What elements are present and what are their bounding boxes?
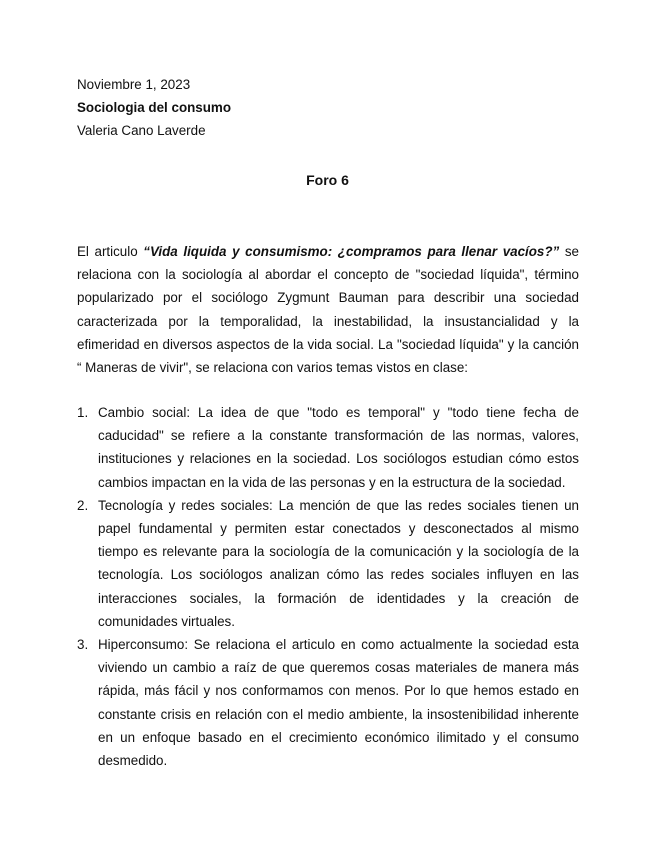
course-name: Sociologia del consumo <box>77 100 232 115</box>
list-item <box>77 633 579 772</box>
article-title: “Vida liquida y consumismo: ¿compramos para llenar vacíos?” <box>143 244 560 259</box>
topics-list <box>77 401 579 772</box>
list-item-text: Hiperconsumo: Se relaciona el articulo en como actualmente la sociedad esta viviendo un cambio a raíz de que queremos cosas materiales de manera más rápida, más fácil y nos conformamos con menos. Por lo que hemos estado en constante crisis en relación con el medio ambiente, la insostenibilidad inherente en un enfoque basado en el crecimiento económico ilimitado y el consumo desmedido. <box>98 637 579 769</box>
list-item <box>77 401 579 494</box>
list-item <box>77 494 579 633</box>
page-title: Foro 6 <box>306 172 349 188</box>
list-item-text: Tecnología y redes sociales: La mención de que las redes sociales tienen un papel fundamental y permiten estar conectados y desconectados al mismo tiempo es relevante para la sociología de la comunicación y la sociología de la tecnología. Los sociólogos analizan cómo las redes sociales influyen en las interacciones sociales, la formación de identidades y la creación de comunidades virtuales. <box>98 497 579 629</box>
list-item-number: 3. <box>77 637 89 653</box>
date-line: Noviembre 1, 2023 <box>77 77 191 92</box>
author-name: Valeria Cano Laverde <box>77 123 206 138</box>
intro-lead: El articulo <box>77 244 144 259</box>
intro-rest: se relaciona con la sociología al abordar el concepto de "sociedad líquida", término popularizado por el sociólogo Zygmunt Bauman para describir una sociedad caracterizada por la temporalidad, la inestabilidad, la insustancialidad y la efimeridad en diversos aspectos de la vida social. La "sociedad líquida" y la canción “ Maneras de vivir", se relaciona con varios temas vistos en clase: <box>77 244 580 376</box>
list-item-number: 1. <box>77 405 89 420</box>
intro-paragraph <box>77 240 579 379</box>
list-item-number: 2. <box>77 497 89 513</box>
list-item-text: Cambio social: La idea de que "todo es temporal" y "todo tiene fecha de caducidad" se refiere a la constante transformación de las normas, valores, instituciones y relaciones en la sociedad. Los sociólogos estudian cómo estos cambios impactan en la vida de las personas y en la estructura de la sociedad. <box>98 405 579 490</box>
